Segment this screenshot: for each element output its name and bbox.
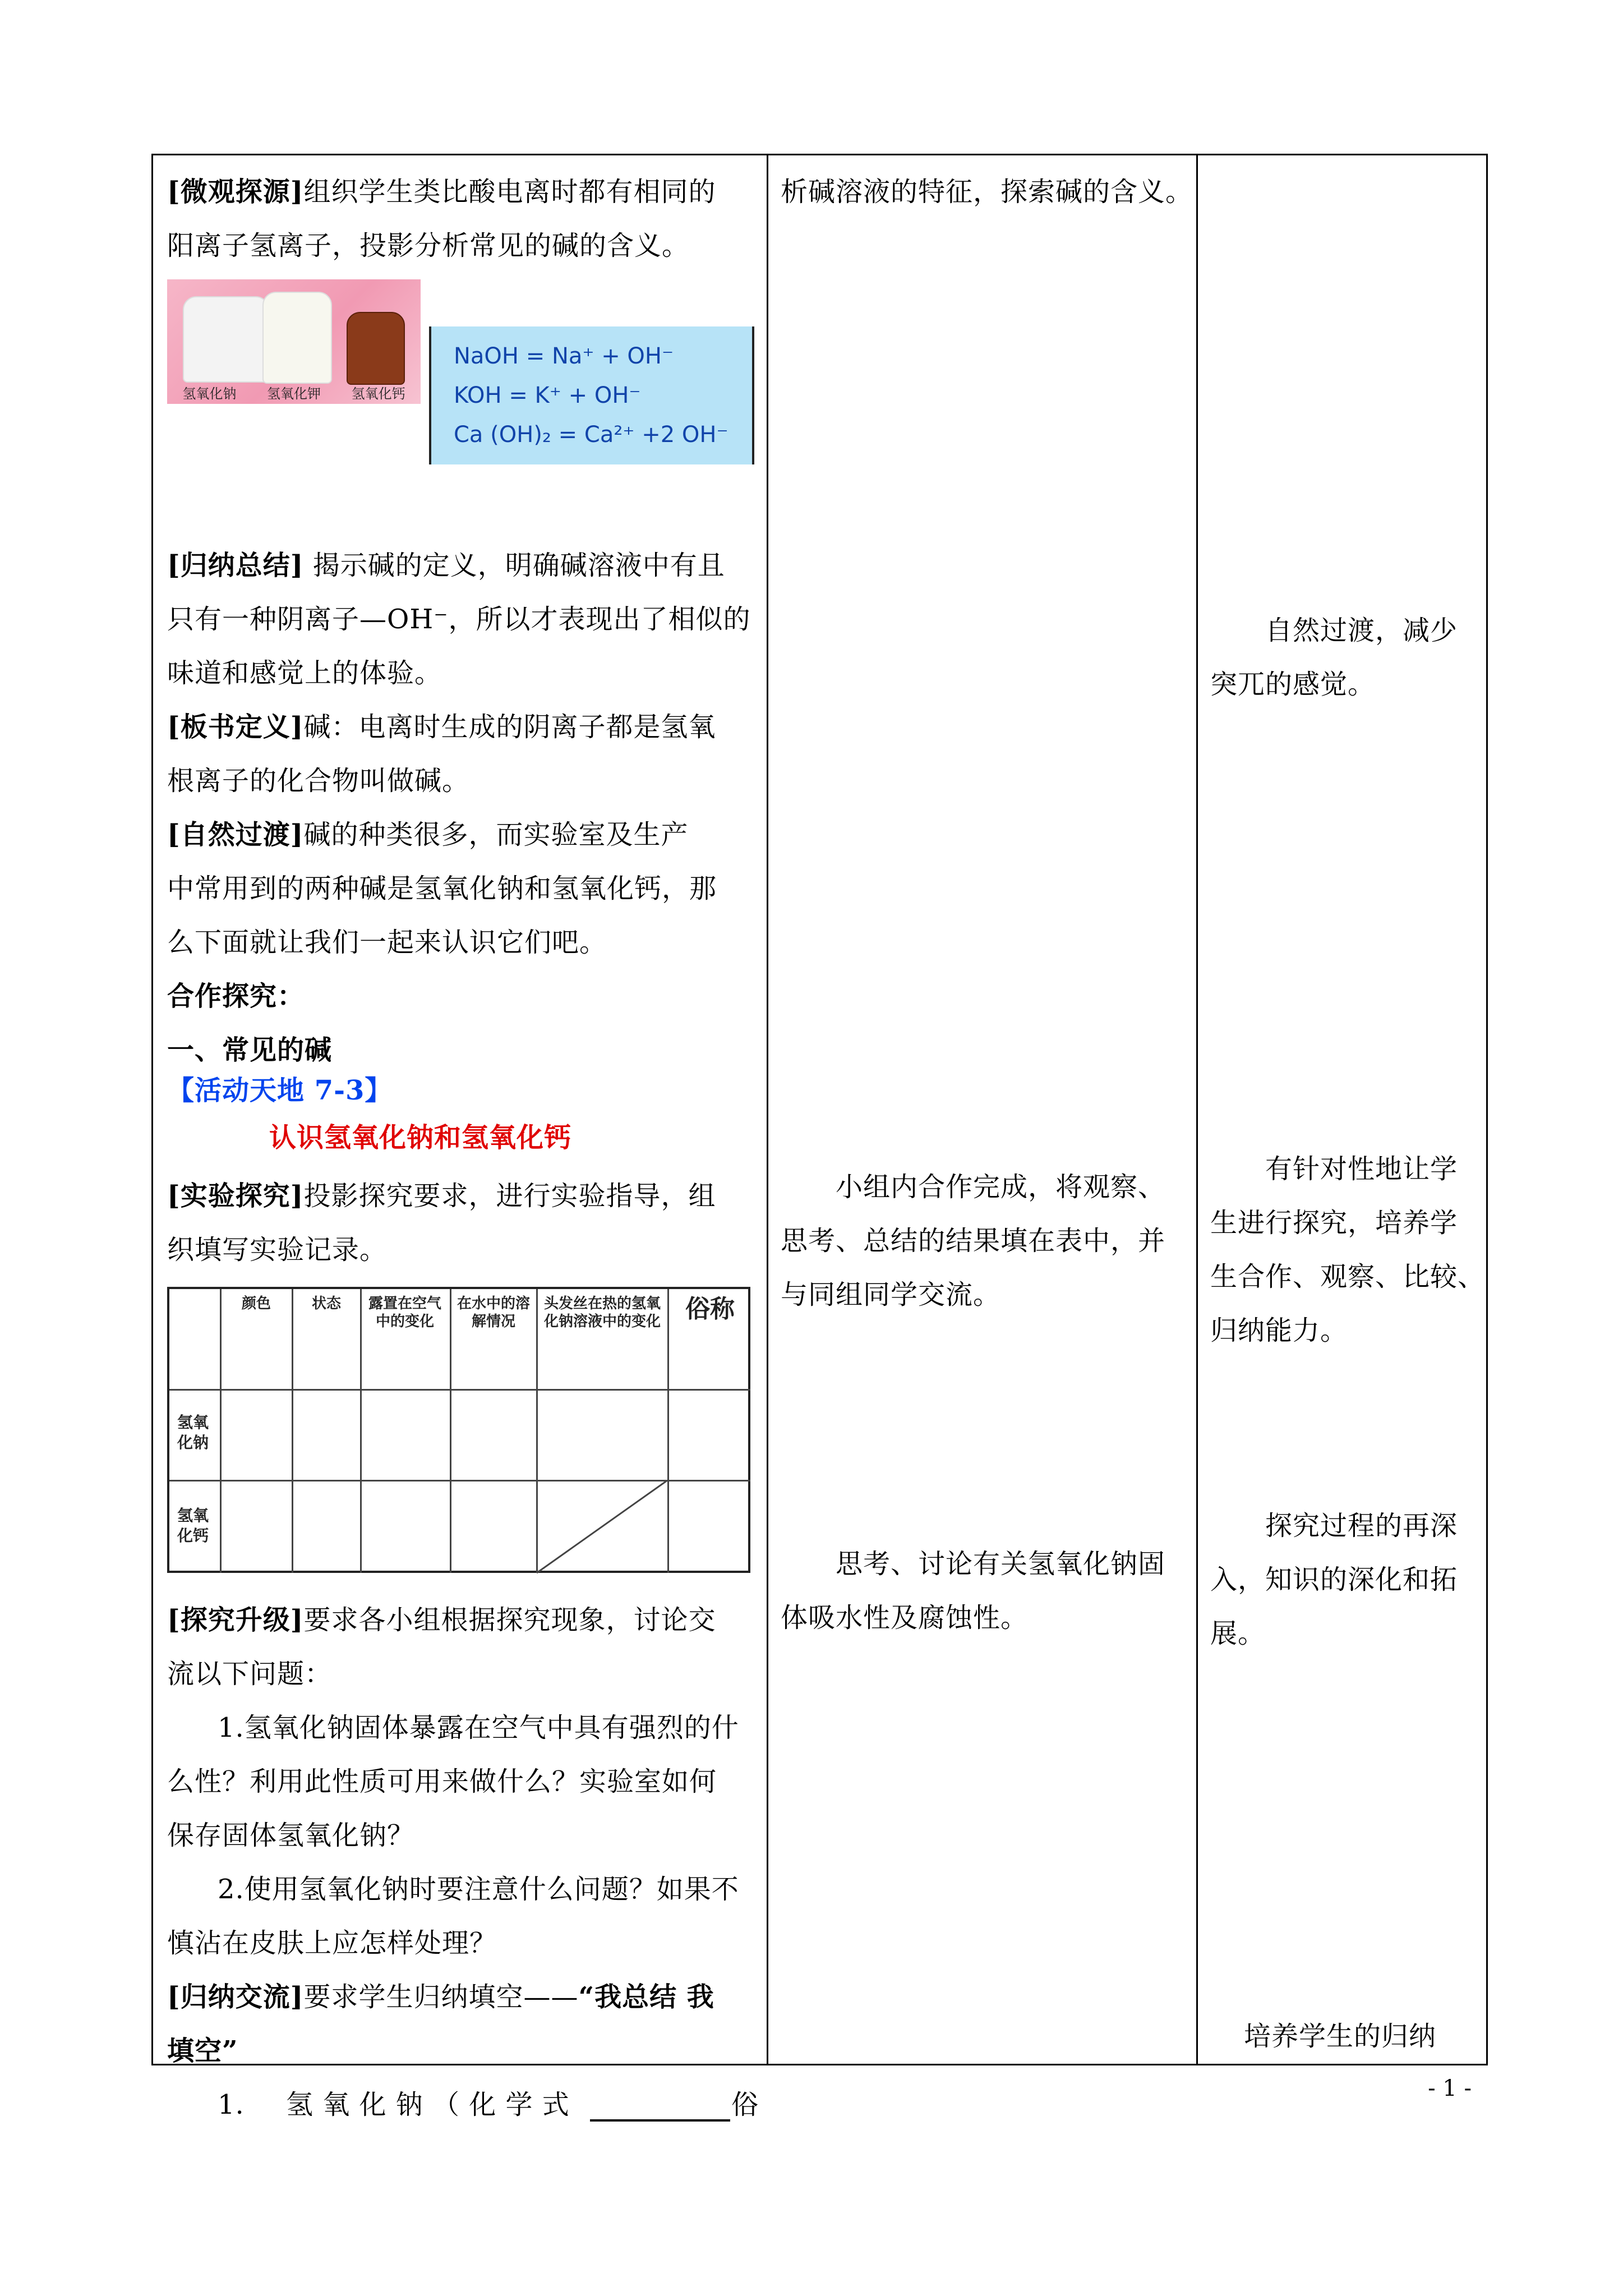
right-text: 有针对性地让学 <box>1265 1153 1458 1185</box>
photo-label: 氢氧化钠 <box>182 385 237 402</box>
right-text: 归纳能力。 <box>1210 1315 1348 1346</box>
paragraph-transition <box>167 808 688 862</box>
formula-line: NaOH = Na⁺ + OH⁻ <box>454 343 674 369</box>
text-line: 要求各小组根据探究现象，讨论交 <box>303 1604 716 1636</box>
tag-label: [实验探究] <box>167 1180 304 1212</box>
text-line: 碱的种类很多，而实验室及生产 <box>303 819 689 850</box>
paragraph-upgrade <box>167 1593 716 1647</box>
table-header: 俗称 <box>685 1295 735 1323</box>
text-line: 要求学生归纳填空—— <box>303 1981 579 2013</box>
text-line: 只有一种阴离子—OH⁻，所以才表现出了相似的 <box>167 604 751 635</box>
text-line: 织填写实验记录。 <box>167 1234 388 1266</box>
middle-text: 小组内合作完成，将观察、 <box>836 1171 1166 1203</box>
tag-label: [归纳总结] <box>167 550 304 581</box>
right-text: 展。 <box>1210 1618 1266 1649</box>
tag-label: [自然过渡] <box>167 819 304 850</box>
bottle-image <box>183 296 269 383</box>
fill-text: 氢 氧 化 钠 （ 化 学 式 <box>286 2089 570 2120</box>
column-divider-2 <box>1196 154 1198 2065</box>
formula-line: Ca (OH)₂ = Ca²⁺ +2 OH⁻ <box>454 422 728 448</box>
right-text: 生进行探究，培养学 <box>1210 1207 1458 1239</box>
middle-text: 析碱溶液的特征，探索碱的含义。 <box>781 176 1193 208</box>
question-line: 慎沾在皮肤上应怎样处理？ <box>167 1927 497 1959</box>
right-text: 培养学生的归纳 <box>1244 2021 1437 2052</box>
section-heading: 合作探究： <box>167 981 305 1012</box>
middle-text: 与同组同学交流。 <box>781 1279 1001 1310</box>
table-row-label: 氢氧化钠 <box>177 1413 209 1452</box>
text-line: 阳离子氢离子，投影分析常见的碱的含义。 <box>167 230 690 261</box>
right-text: 突兀的感觉。 <box>1210 669 1376 700</box>
tag-label: [微观探源] <box>167 176 304 208</box>
question-line: 1.氢氧化钠固体暴露在空气中具有强烈的什 <box>218 1712 739 1743</box>
tag-label: [探究升级] <box>167 1604 304 1636</box>
text-line: 碱：电离时生成的阴离子都是氢氧 <box>303 711 716 743</box>
text-line: 味道和感觉上的体验。 <box>167 657 442 689</box>
right-text: 生合作、观察、比较、 <box>1210 1261 1486 1292</box>
tag-label: [归纳交流] <box>167 1981 304 2013</box>
photo-label: 氢氧化钾 <box>266 385 321 402</box>
paragraph-summary <box>167 539 725 592</box>
bottle-image <box>262 292 332 384</box>
text-line: 揭示碱的定义，明确碱溶液中有且 <box>303 550 725 581</box>
paragraph-induction <box>167 1970 714 2024</box>
bottle-image <box>347 312 405 385</box>
formula-line: KOH = K⁺ + OH⁻ <box>454 383 641 408</box>
middle-text: 体吸水性及腐蚀性。 <box>781 1602 1029 1634</box>
text-line: 中常用到的两种碱是氢氧化钠和氢氧化钙，那 <box>167 873 717 904</box>
photo-captions <box>167 380 421 404</box>
paragraph-definition <box>167 700 716 754</box>
table-rule <box>220 1289 222 1573</box>
table-header: 头发丝在热的氢氧化钠溶液中的变化 <box>543 1295 661 1330</box>
question-line: 2.使用氢氧化钠时要注意什么问题？如果不 <box>218 1874 739 1905</box>
middle-text: 思考、讨论有关氢氧化钠固 <box>836 1548 1166 1580</box>
section-heading: 一、常见的碱 <box>167 1034 333 1066</box>
right-text: 自然过渡，减少 <box>1265 615 1458 646</box>
tag-label: [板书定义] <box>167 711 304 743</box>
paragraph-experiment <box>167 1169 716 1223</box>
table-rule <box>360 1289 362 1573</box>
table-header: 颜色 <box>241 1295 271 1312</box>
table-header: 状态 <box>311 1295 341 1312</box>
bold-phrase: “我总结 我 <box>578 1981 714 2013</box>
column-divider-1 <box>767 154 768 2065</box>
text-line: 根离子的化合物叫做碱。 <box>167 765 470 797</box>
experiment-record-table <box>167 1287 750 1573</box>
paragraph-micro-source <box>167 165 716 219</box>
table-header: 露置在空气中的变化 <box>368 1295 441 1330</box>
activity-label: 【活动天地 7-3】 <box>167 1075 393 1106</box>
bold-phrase: 填空” <box>167 2035 238 2067</box>
fill-number: 1. <box>218 2089 245 2120</box>
question-line: 么性？利用此性质可用来做什么？实验室如何 <box>167 1766 717 1797</box>
text-line: 流以下问题： <box>167 1658 333 1690</box>
text-line: 组织学生类比酸电离时都有相同的 <box>303 176 716 208</box>
right-text: 入，知识的深化和拓 <box>1210 1564 1458 1595</box>
question-line: 保存固体氢氧化钠？ <box>167 1820 415 1851</box>
page-number: - 1 - <box>1428 2076 1472 2101</box>
table-rule <box>292 1289 293 1573</box>
table-rule <box>169 1389 750 1391</box>
fill-blank[interactable] <box>590 2097 730 2124</box>
fill-text: 俗 <box>731 2089 759 2120</box>
table-rule <box>450 1289 451 1573</box>
diagonal-slash <box>537 1480 668 1573</box>
table-row-label: 氢氧化钙 <box>177 1506 209 1545</box>
right-text: 探究过程的再深 <box>1265 1510 1458 1542</box>
ionization-formulas <box>429 326 754 464</box>
photo-label: 氢氧化钙 <box>351 385 405 402</box>
base-bottles-photo <box>167 279 421 404</box>
text-line: 么下面就让我们一起来认识它们吧。 <box>167 927 607 958</box>
table-header: 在水中的溶解情况 <box>457 1295 530 1330</box>
text-line: 投影探究要求，进行实验指导，组 <box>303 1180 716 1212</box>
activity-title: 认识氢氧化钠和氢氧化钙 <box>269 1122 572 1153</box>
middle-text: 思考、总结的结果填在表中，并 <box>781 1225 1166 1257</box>
